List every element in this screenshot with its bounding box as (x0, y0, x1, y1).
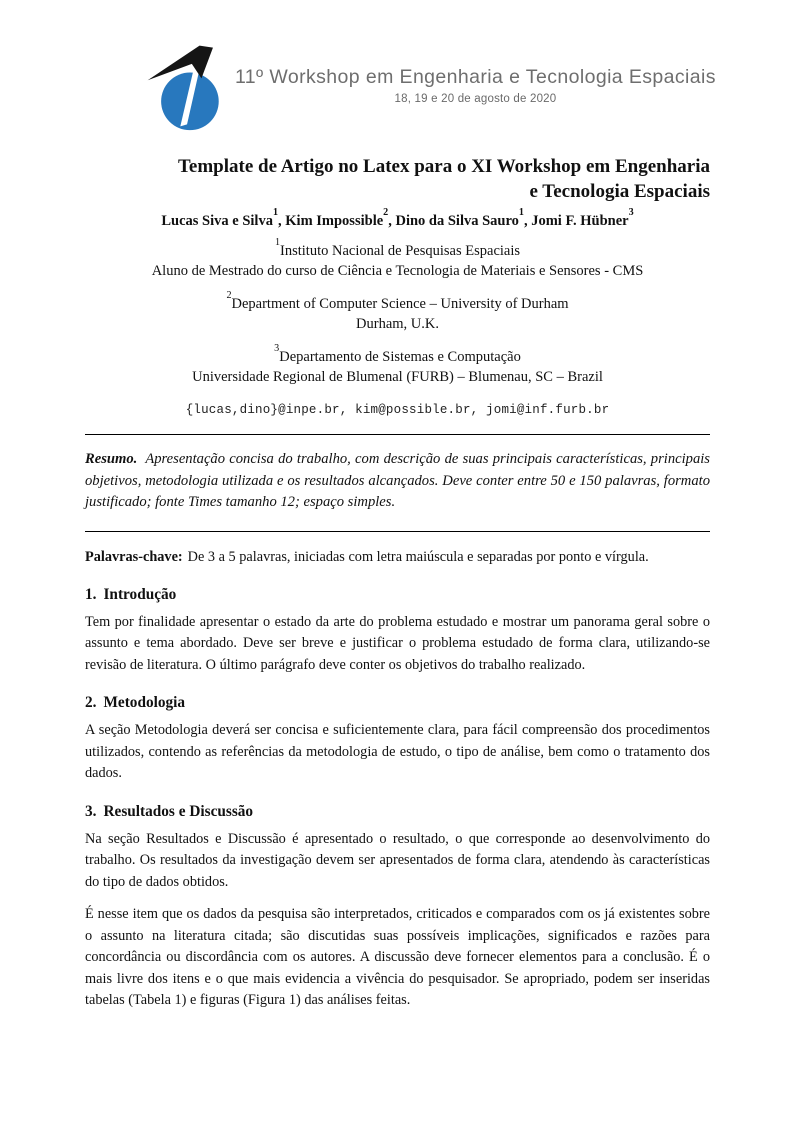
conference-dates: 18, 19 e 20 de agosto de 2020 (394, 93, 557, 105)
affiliation-sup: 3 (274, 342, 280, 354)
keywords (85, 547, 710, 568)
conference-header (85, 36, 716, 134)
abstract (85, 449, 710, 514)
section-number: 3. (85, 802, 97, 820)
section-heading-resultados (85, 803, 710, 821)
affiliation-block-2 (85, 289, 710, 334)
author-affiliation-sup: 2 (383, 206, 389, 218)
author-separator: , (523, 213, 532, 229)
author-affiliation-sup: 1 (518, 206, 524, 218)
paper-title-line2: e Tecnologia Espaciais (529, 181, 710, 202)
abstract-rule-top (85, 434, 710, 435)
paper-title (85, 154, 710, 204)
affiliation-institution: Department of Computer Science – University of Durham (231, 296, 569, 312)
author-emails: {lucas,dino}@inpe.br, kim@possible.br, jomi@inf.furb.br (185, 403, 610, 417)
keywords-label: Palavras-chave: (85, 548, 183, 565)
abstract-label: Resumo. (85, 451, 138, 467)
affiliation-institution: Departamento de Sistemas e Computação (279, 349, 521, 365)
affiliation-line (85, 236, 710, 262)
author-separator: , (278, 213, 286, 229)
section-title: Introdução (103, 585, 177, 603)
affiliation-line (85, 289, 710, 315)
section-title: Resultados e Discussão (103, 802, 254, 820)
section-number: 1. (85, 585, 97, 603)
section-number: 2. (85, 694, 97, 711)
section-title: Metodologia (103, 694, 186, 711)
conference-title: 11º Workshop em Engenharia e Tecnologia Espaciais (235, 66, 716, 88)
conference-text (235, 66, 716, 105)
affiliation-line: Aluno de Mestrado do curso de Ciência e Tecnologia de Materiais e Sensores - CMS (151, 262, 644, 279)
workshop-logo (140, 38, 236, 134)
affiliation-institution: Instituto Nacional de Pesquisas Espaciais (280, 243, 521, 259)
section-paragraph: A seção Metodologia deverá ser concisa e suficientemente clara, para fácil compreensão dos procedimentos utilizados, contendo as referências da metodologia de estudo, o tipo de análise, bem como o tratamento dos dados. (85, 722, 710, 781)
author-affiliation-sup: 3 (628, 206, 634, 218)
section-paragraph: Na seção Resultados e Discussão é apresentado o resultado, o que corresponde ao desenvolvimento do trabalho. Os resultados da investigação devem ser apresentados de forma clara, atendendo às características do tipo de dados obtidos. (85, 830, 710, 890)
affiliation-block-3 (85, 342, 710, 387)
affiliation-block-1 (85, 236, 710, 281)
rocket-logo-icon (140, 38, 236, 134)
author-affiliation-sup: 1 (272, 206, 279, 218)
section-paragraph: Tem por finalidade apresentar o estado da arte do problema estudado e mostrar um panorama geral sobre o assunto e tema abordado. Deve ser breve e justificar o problema estudado de forma clara, utilizando-se revisão de literatura. O último parágrafo deve conter os objetivos do trabalho realizado. (85, 613, 710, 673)
author-separator: , (388, 213, 396, 229)
author-name: Lucas Siva e Silva (161, 213, 273, 229)
affiliation-line (85, 342, 710, 368)
affiliation-sup: 2 (226, 289, 232, 301)
keywords-text: De 3 a 5 palavras, iniciadas com letra maiúscula e separadas por ponto e vírgula. (187, 548, 649, 565)
section-heading-metodologia (85, 694, 710, 712)
authors-line (85, 206, 710, 230)
abstract-rule-bottom (85, 531, 710, 532)
abstract-text: Apresentação concisa do trabalho, com descrição de suas principais características, principais objetivos, metodologia utilizada e os resultados alcançados. Deve conter entre 50 e 150 palavras, formato justificado; fonte Times tamanho 12; espaço simples. (85, 451, 710, 510)
affiliation-line: Durham, U.K. (356, 315, 439, 332)
affiliation-line: Universidade Regional de Blumenal (FURB) – Blumenau, SC – Brazil (192, 368, 603, 385)
author-name: Dino da Silva Sauro (395, 213, 519, 229)
paper-title-line1: Template de Artigo no Latex para o XI Workshop em Engenharia (177, 156, 710, 177)
author-name: Kim Impossible (285, 213, 384, 229)
section-paragraph: É nesse item que os dados da pesquisa são interpretados, criticados e comparados com os já existentes sobre o assunto na literatura citada; são discutidas suas possíveis implicações, significados e razões para concordância ou discordância com os autores. A discussão deve fornecer elementos para a conclusão. É o mais livre dos itens e o que mais evidencia a vivência do pesquisador. Se apropriado, podem ser inseridas tabelas (Tabela 1) e figuras (Figura 1) das análises feitas. (85, 906, 710, 1008)
author-name: Jomi F. Hübner (531, 213, 629, 229)
section-heading-introducao (85, 586, 710, 604)
affiliation-sup: 1 (274, 236, 281, 248)
